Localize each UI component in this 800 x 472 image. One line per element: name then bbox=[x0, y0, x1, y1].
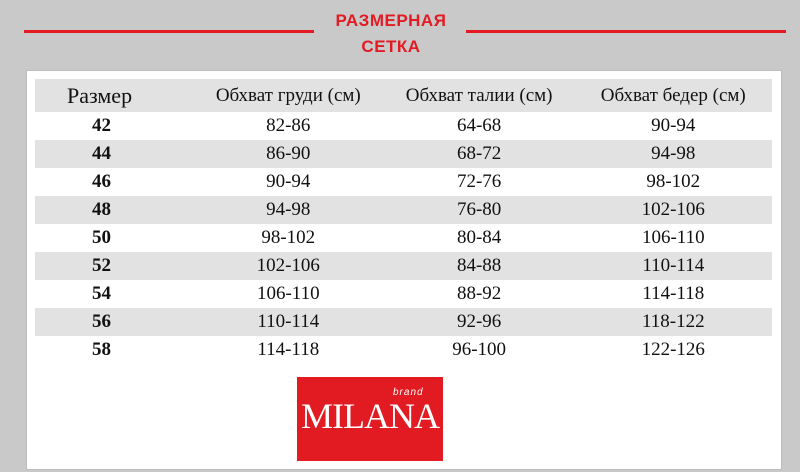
table-row bbox=[35, 224, 772, 252]
cell-hips: 114-118 bbox=[642, 283, 705, 304]
cell-hips: 118-122 bbox=[575, 308, 772, 336]
cell-size: 52 bbox=[35, 252, 193, 280]
column-header-waist: Обхват талии (см) bbox=[384, 79, 575, 112]
table-row bbox=[35, 168, 772, 196]
cell-chest: 90-94 bbox=[266, 171, 311, 192]
size-chart-panel bbox=[26, 70, 782, 470]
cell-waist: 80-84 bbox=[456, 227, 502, 248]
cell-size: 50 bbox=[92, 227, 111, 248]
cell-waist: 64-68 bbox=[456, 115, 502, 136]
cell-waist: 88-92 bbox=[456, 283, 502, 304]
column-header-chest: Обхват груди (см) bbox=[193, 79, 384, 112]
cell-chest: 86-90 bbox=[193, 140, 384, 168]
table-row bbox=[35, 112, 772, 140]
table-row bbox=[35, 280, 772, 308]
table-row bbox=[35, 252, 772, 280]
column-header-size: Размер bbox=[35, 79, 193, 112]
cell-size: 56 bbox=[35, 308, 193, 336]
cell-size: 54 bbox=[92, 283, 111, 304]
logo-tag: brand bbox=[393, 387, 424, 398]
logo-wordmark: MILANA bbox=[301, 396, 439, 436]
title-line-1: РАЗМЕРНАЯ bbox=[335, 11, 447, 30]
cell-waist: 68-72 bbox=[384, 140, 575, 168]
table-row bbox=[35, 196, 772, 224]
cell-chest: 94-98 bbox=[193, 196, 384, 224]
cell-waist: 72-76 bbox=[456, 171, 502, 192]
header-band bbox=[0, 0, 800, 62]
cell-hips: 122-126 bbox=[641, 339, 705, 360]
cell-size: 58 bbox=[92, 339, 111, 360]
cell-hips: 90-94 bbox=[651, 115, 696, 136]
cell-hips: 98-102 bbox=[646, 171, 701, 192]
cell-hips: 110-114 bbox=[575, 252, 772, 280]
title-line-2: СЕТКА bbox=[361, 37, 421, 56]
cell-chest: 98-102 bbox=[261, 227, 316, 248]
cell-chest: 110-114 bbox=[193, 308, 384, 336]
cell-size: 42 bbox=[92, 115, 111, 136]
table-row bbox=[35, 140, 772, 168]
cell-size: 48 bbox=[35, 196, 193, 224]
size-table bbox=[35, 79, 772, 364]
milana-logo bbox=[297, 377, 443, 461]
cell-hips: 106-110 bbox=[641, 227, 705, 248]
page-title bbox=[316, 8, 466, 60]
cell-waist: 92-96 bbox=[384, 308, 575, 336]
header-divider-left bbox=[24, 30, 314, 33]
table-row bbox=[35, 336, 772, 364]
cell-chest: 102-106 bbox=[193, 252, 384, 280]
cell-waist: 84-88 bbox=[384, 252, 575, 280]
cell-waist: 76-80 bbox=[384, 196, 575, 224]
cell-chest: 106-110 bbox=[256, 283, 320, 304]
cell-waist: 96-100 bbox=[452, 339, 507, 360]
table-row bbox=[35, 308, 772, 336]
cell-size: 46 bbox=[92, 171, 111, 192]
cell-hips: 102-106 bbox=[575, 196, 772, 224]
cell-size: 44 bbox=[35, 140, 193, 168]
column-header-hips: Обхват бедер (см) bbox=[575, 79, 772, 112]
cell-chest: 114-118 bbox=[257, 339, 320, 360]
header-divider-right bbox=[466, 30, 786, 33]
table-header-row bbox=[35, 79, 772, 112]
cell-hips: 94-98 bbox=[575, 140, 772, 168]
cell-chest: 82-86 bbox=[266, 115, 311, 136]
